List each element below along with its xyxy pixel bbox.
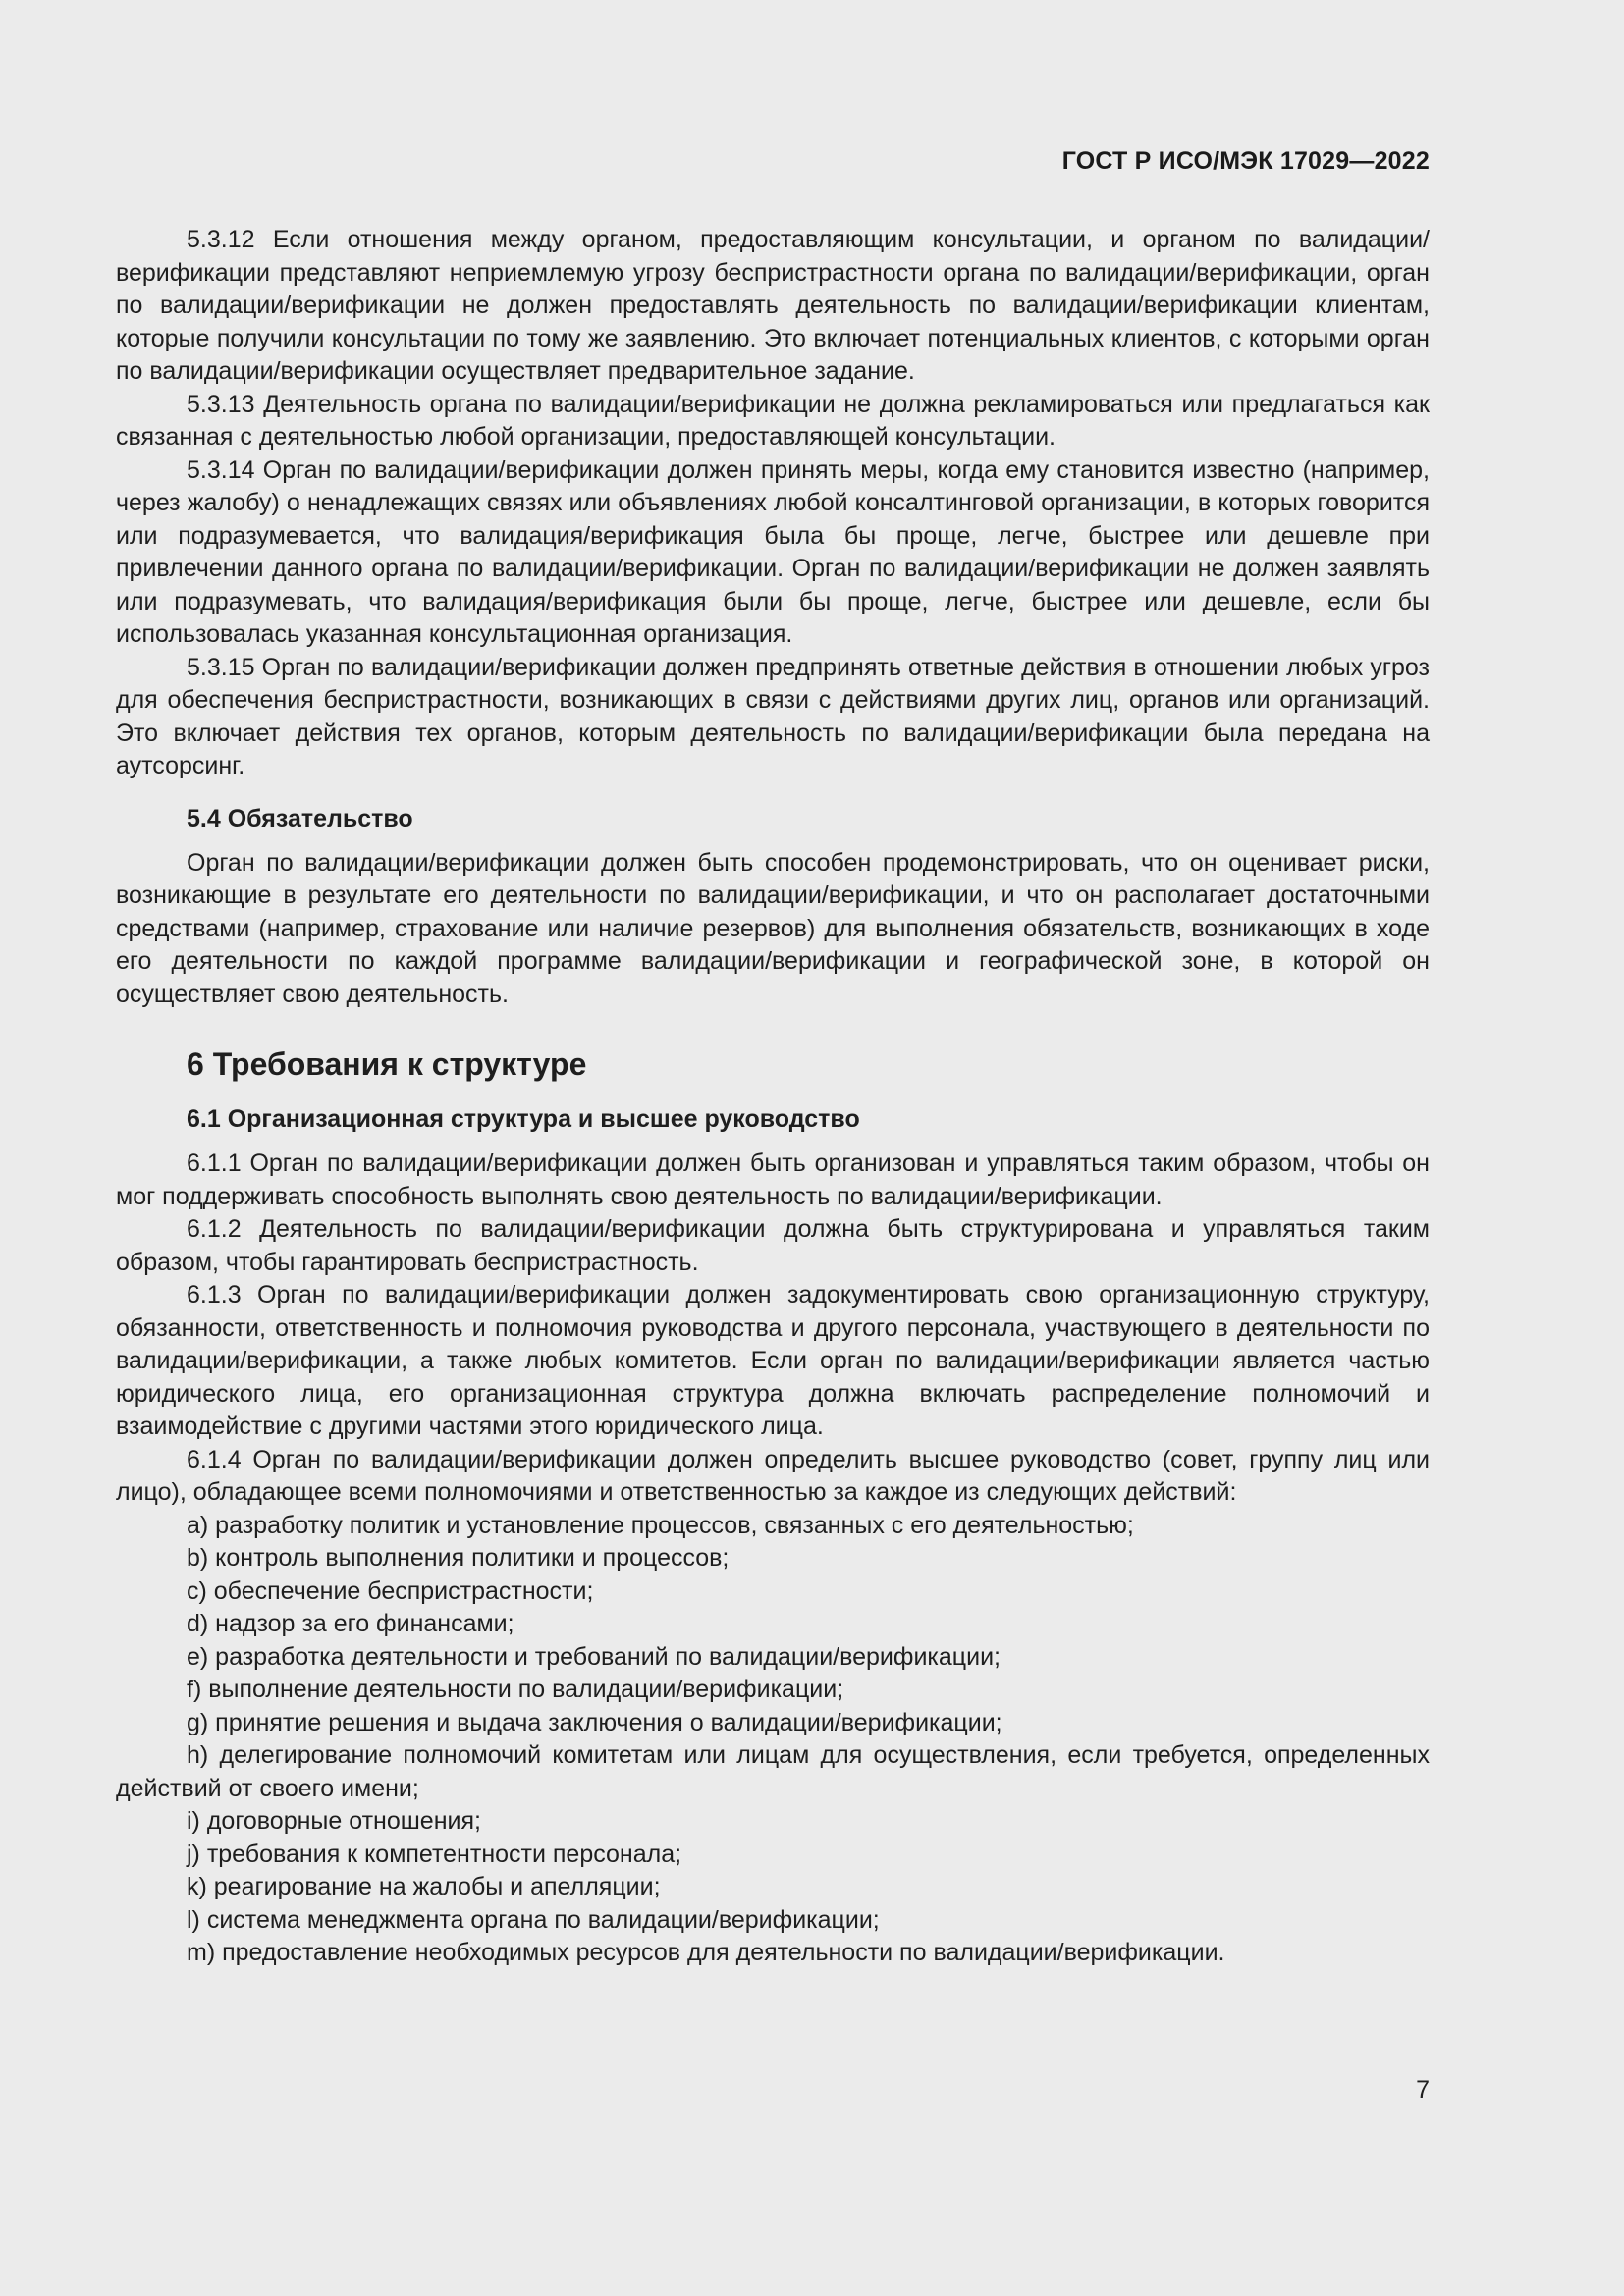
paragraph-5-3-14: 5.3.14 Орган по валидации/верификации должен принять меры, когда ему становится известно (например, через жалобу) о ненадлежащих связях или объявлениях любой консалтинговой организации, в которых говорится или подразумевается, что валидация/верификация была бы проще, легче, быстрее или дешевле при привлечении данного органа по валидации/верификации. Орган по валидации/верификации не должен заявлять или подразумевать, что валидация/верификация были бы проще, легче, быстрее или дешевле, если бы использовалась указанная консультационная организация. [116,455,1430,648]
paragraph-5-3-15: 5.3.15 Орган по валидации/верификации должен предпринять ответные действия в отношении любых угроз для обеспечения беспристрастности, возникающих в связи с действиями других лиц, органов или организаций. Это включает действия тех органов, которым деятельность по валидации/верификации была передана на аутсорсинг. [116,653,1430,779]
list-item: k) реагирование на жалобы и апелляции; [187,1873,661,1900]
list-item: l) система менеджмента органа по валидации/верификации; [187,1905,880,1934]
list-item: f) выполнение деятельности по валидации/верификации; [187,1676,844,1703]
list-6-1-4 [116,1510,1430,1970]
list-item: c) обеспечение беспристрастности; [187,1576,594,1605]
paragraph-6-1-4: 6.1.4 Орган по валидации/верификации должен определить высшее руководство (совет, группу лиц или лицо), обладающее всеми полномочиями и ответственностью за каждое из следующих действий: [116,1445,1430,1506]
page-content [116,224,1430,1970]
list-item: d) надзор за его финансами; [187,1610,514,1637]
list-item: e) разработка деятельности и требований по валидации/верификации; [187,1642,1001,1671]
heading-6: 6 Требования к структуре [187,1046,587,1082]
list-item: j) требования к компетентности персонала; [187,1840,682,1868]
list-item: i) договорные отношения; [187,1807,481,1835]
paragraph-5-3-13: 5.3.13 Деятельность органа по валидации/верификации не должна рекламироваться или предлагаться как связанная с деятельностью любой организации, предоставляющей консультации. [116,390,1430,451]
document-code-header: ГОСТ Р ИСО/МЭК 17029—2022 [1061,147,1430,175]
paragraph-6-1-2: 6.1.2 Деятельность по валидации/верификации должна быть структурирована и управляться таким образом, чтобы гарантировать беспристрастность. [116,1215,1430,1276]
list-item: a) разработку политик и установление процессов, связанных с его деятельностью; [187,1511,1134,1539]
page-number: 7 [1416,2076,1430,2104]
list-item: h) делегирование полномочий комитетам или лицам для осуществления, если требуется, определенных действий от своего имени; [116,1741,1430,1802]
heading-6-1: 6.1 Организационная структура и высшее руководство [187,1105,860,1133]
list-item: g) принятие решения и выдача заключения о валидации/верификации; [187,1708,1002,1736]
paragraph-6-1-1: 6.1.1 Орган по валидации/верификации должен быть организован и управляться таким образом, чтобы он мог поддерживать способность выполнять свою деятельность по валидации/верификации. [116,1149,1430,1210]
list-item: b) контроль выполнения политики и процессов; [187,1544,730,1572]
list-item: m) предоставление необходимых ресурсов для деятельности по валидации/верификации. [187,1939,1225,1966]
paragraph-6-1-3: 6.1.3 Орган по валидации/верификации должен задокументировать свою организационную структуру, обязанности, ответственность и полномочия руководства и другого персонала, участвующего в деятельности по валидации/верификации, а также любых комитетов. Если орган по валидации/верификации является частью юридического лица, его организационная структура должна включать распределение полномочий и взаимодействие с другими частями этого юридического лица. [116,1281,1430,1440]
heading-5-4: 5.4 Обязательство [187,804,413,832]
paragraph-5-3-12: 5.3.12 Если отношения между органом, предоставляющим консультации, и органом по валидации/верификации представляют неприемлемую угрозу беспристрастности органа по валидации/верификации, орган по валидации/верификации не должен предоставлять деятельность по валидации/верификации клиентам, которые получили консультации по тому же заявлению. Это включает потенциальных клиентов, с которыми орган по валидации/верификации осуществляет предварительное задание. [116,226,1430,385]
paragraph-5-4: Орган по валидации/верификации должен быть способен продемонстрировать, что он оценивает риски, возникающие в результате его деятельности по валидации/верификации, и что он располагает достаточными средствами (например, страхование или наличие резервов) для выполнения обязательств, возникающих в ходе его деятельности по каждой программе валидации/верификации и географической зоне, в которой он осуществляет свою деятельность. [116,848,1430,1008]
